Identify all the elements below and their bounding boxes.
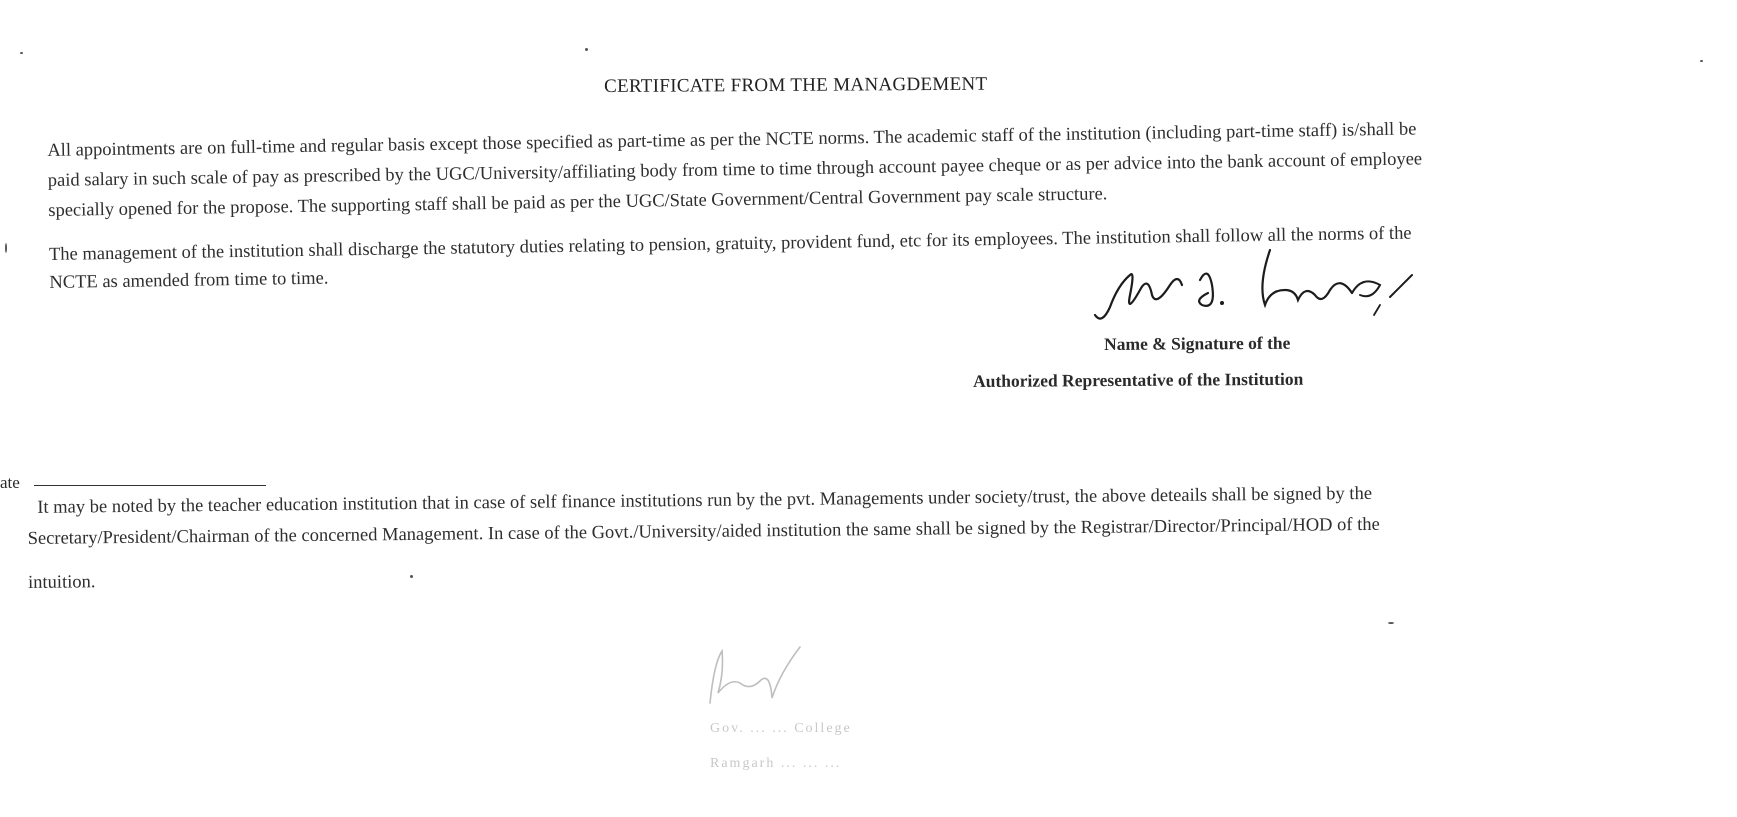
paragraph-line: specially opened for the propose. The supporting staff shall be paid as per the UGC/State Government/Central Government pay scale structure. bbox=[48, 184, 1108, 221]
signature-caption: Name & Signature of the bbox=[1104, 332, 1291, 354]
faded-stamp bbox=[700, 643, 970, 783]
note-line: Secretary/President/Chairman of the concerned Management. In case of the Govt./University/aided institution the same shall be signed by the Registrar/Director/Principal/HOD of the bbox=[27, 514, 1380, 549]
document-title: CERTIFICATE FROM THE MANAGDEMENT bbox=[604, 73, 988, 97]
signature-caption: Authorized Representative of the Institution bbox=[973, 368, 1304, 391]
scan-speck bbox=[1700, 60, 1703, 62]
date-label: ate bbox=[0, 473, 20, 492]
paragraph-line: All appointments are on full-time and regular basis except those specified as part-time as per the NCTE norms. The academic staff of the institution (including part-time staff) is/shall be bbox=[47, 119, 1417, 161]
paragraph-line: The management of the institution shall discharge the statutory duties relating to pension, gratuity, provident fund, etc for its employees. The institution shall follow all the norms of the bbox=[48, 223, 1412, 265]
scan-speck bbox=[5, 243, 7, 253]
scan-speck bbox=[410, 575, 413, 578]
paragraph-line: paid salary in such scale of pay as prescribed by the UGC/University/affiliating body from time to time through account payee cheque or as per advice into the bank account of employee bbox=[47, 149, 1423, 191]
handwritten-signature bbox=[1090, 245, 1470, 335]
scan-speck bbox=[585, 48, 588, 51]
scan-speck bbox=[20, 52, 23, 54]
paragraph-line: NCTE as amended from time to time. bbox=[49, 268, 329, 293]
note-line: It may be noted by the teacher education institution that in case of self finance institutions run by the pvt. Managements under society/trust, the above deteails shall be signed by the bbox=[37, 483, 1373, 518]
stamp-line: Ramgarh ... ... ... bbox=[710, 756, 842, 771]
stamp-line: Gov. ... ... College bbox=[710, 721, 852, 736]
note-line: intuition. bbox=[28, 572, 96, 593]
faded-signature bbox=[700, 643, 820, 713]
date-blank-line bbox=[34, 485, 266, 486]
scan-speck bbox=[1388, 622, 1394, 624]
